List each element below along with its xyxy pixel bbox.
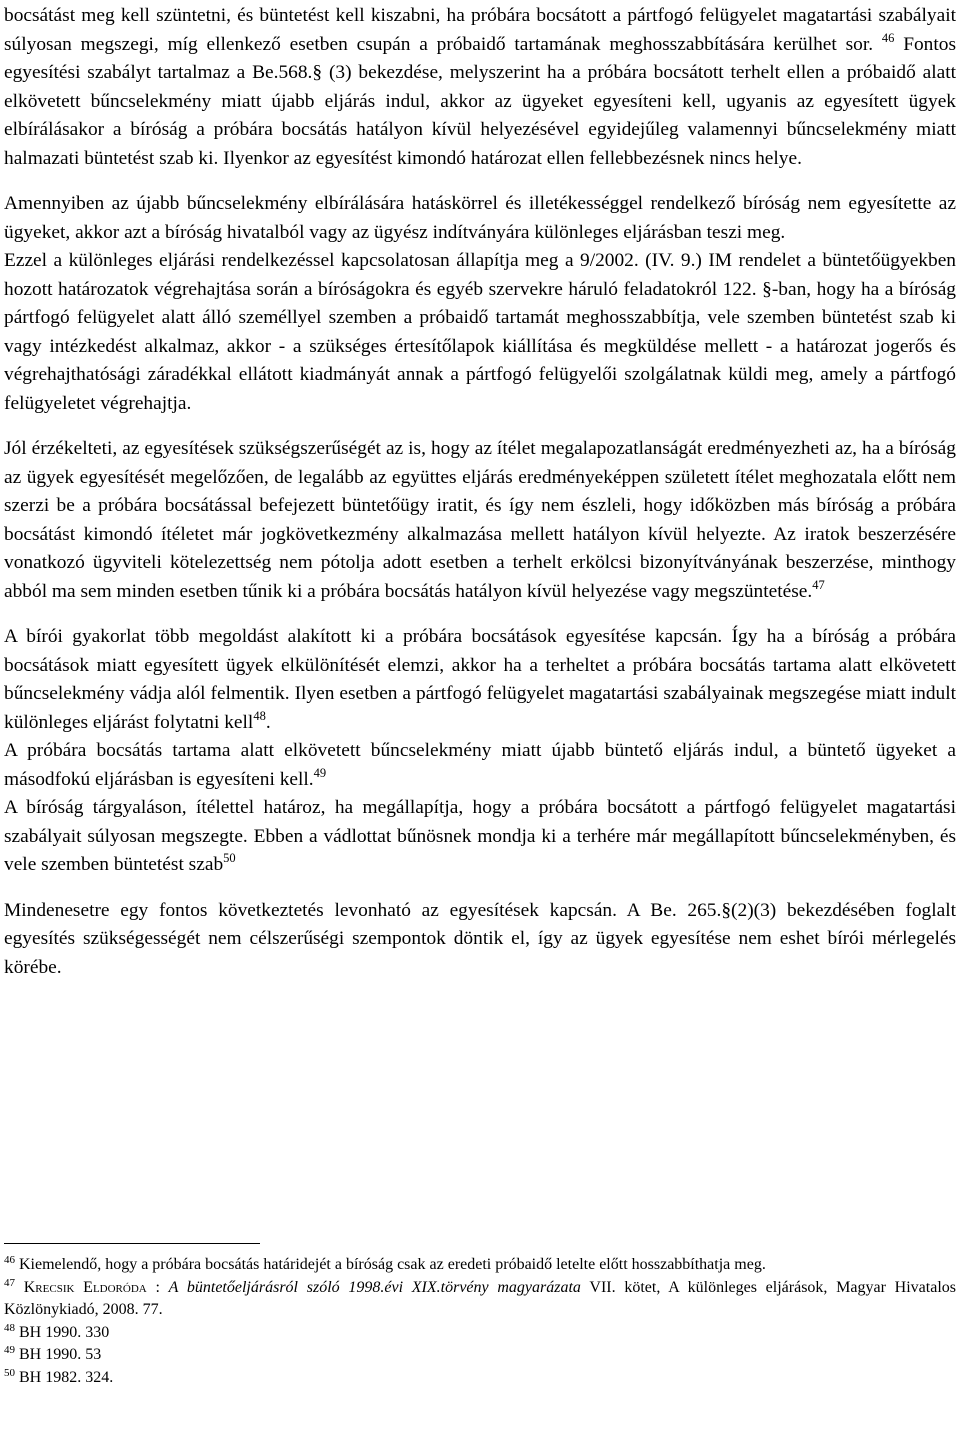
paragraph: Ezzel a különleges eljárási rendelkezéssel kapcsolatosan állapítja meg a 9/2002. (IV. 9.) IM rendelet a büntetőügyekben hozott határozatok végrehajtása során a bíróságokra és egyéb szervekre háruló feladatokról 122. §-ban, hogy ha a bíróság pártfogó felügyelet alatt álló személlyel szemben a próbaidő tartamát meghosszabbítja, vele szemben büntetést szab ki vagy intézkedést alkalmaz, akkor - a szükséges értesítőlapok kiállítása és megküldése mellett - a határozat jogerős és végrehajthatósági záradékkal ellátott kiadmányát annak a pártfogó felügyelői szolgálatnak küldi meg, amely a pártfogó felügyeletet végrehajtja. [4, 250, 956, 414]
footnote-ref[interactable]: 49 [313, 765, 327, 780]
footnote-ref[interactable]: 50 [223, 851, 236, 865]
footnote-author: Krecsik Eldoróda [23, 1278, 147, 1296]
body-text [4, 2, 956, 982]
footnote-number: 47 [4, 1276, 15, 1289]
paragraph: A bíróság tárgyaláson, ítélettel határoz, ha megállapítja, hogy a próbára bocsátott a pártfogó felügyelet magatartási szabályait súlyosan megszegte. Ebben a vádlottat bűnösnek mondja ki a terhére már megállapított bűncselekményben, és vele szemben büntetést szab$^{50}$ [4, 797, 956, 875]
paragraph: Amennyiben az újabb bűncselekmény elbírálására hatáskörrel és illetékességgel rendelkező bíróság nem egyesítette az ügyeket, akkor azt a bíróság hivatalból vagy az ügyész indítványára különleges eljárásban teszi meg. [4, 193, 956, 243]
footnote-ref[interactable]: 47 [812, 577, 825, 592]
footnote: $^{46}$ Kiemelendő, hogy a próbára bocsátás határidejét a bíróság csak az eredeti próbaidő letelte előtt hosszabbíthatja meg. [4, 1254, 766, 1273]
paragraph: A próbára bocsátás tartama alatt elkövetett bűncselekmény miatt újabb büntető eljárás indul, a büntető ügyeket a másodfokú eljárásban is egyesíteni kell.$^{49}$ [4, 740, 956, 790]
paragraph: bocsátást meg kell szüntetni, és büntetést kell kiszabni, ha próbára bocsátott a pártfogó felügyelet magatartási szabályait súlyosan megszegi, míg ellenkező esetben csupán a próbaidő tartamának meghosszabbítására kerülhet sor. $^{46}$ Fontos egyesítési szabályt tartalmaz a Be.568.§ (3) bekezdése, melyszerint ha a próbára bocsátott terhelt ellen a próbaidő alatt elkövetett bűncselekmény miatt újabb eljárás indul, akkor az ügyeket egyesíteni kell, ugyanis az egyesített ügyek elbírálásakor a bíróság a próbára bocsátás hatályon kívül helyezésével egyidejűleg valamennyi bűncselekmény miatt halmazati büntetést szab ki. Ilyenkor az egyesítést kimondó határozat ellen fellebbezésnek nincs helye. [4, 5, 957, 169]
footnote-number: 49 [4, 1344, 15, 1357]
paragraph: Mindenesetre egy fontos következtetés levonható az egyesítések kapcsán. A Be. 265.§(2)(3) bekezdésében foglalt egyesítés szükségességét nem célszerűségi szempontok döntik el, így az ügyek egyesítése nem eshet bírói mérlegelés körébe. [4, 899, 956, 978]
footnote-number: 48 [4, 1321, 15, 1334]
footnote: $^{48}$ BH 1990. 330 [4, 1321, 110, 1341]
footnote-ref[interactable]: 46 [881, 30, 895, 45]
footnote: $^{49}$ BH 1990. 53 [4, 1344, 102, 1364]
footnote: $^{47}$ Krecsik Eldoróda : A büntetőeljárásról szóló 1998.évi XIX.törvény magyarázata VII. kötet, A különleges eljárások, Magyar Hivatalos Közlönykiadó, 2008. 77. [4, 1276, 956, 1319]
footnote-ref[interactable]: 48 [253, 708, 266, 723]
footnote-divider [4, 1243, 260, 1244]
footnote-number: 46 [4, 1254, 15, 1266]
footnote-title: A büntetőeljárásról szóló 1998.évi XIX.törvény magyarázata [168, 1278, 581, 1296]
footnotes [4, 1254, 956, 1390]
paragraph: A bírói gyakorlat több megoldást alakított ki a próbára bocsátások egyesítése kapcsán. Így ha a bíróság a próbára bocsátások miatt egyesített ügyek elkülönítését elemzi, akkor ha a terheltet a próbára bocsátás tartama alatt elkövetett bűncselekmény vádja alól felmentik. Ilyen esetben a pártfogó felügyelet magatartási szabályainak megszegése miatt indult különleges eljárást folytatni kell$^{48}$. [4, 626, 956, 733]
footnote-number: 50 [4, 1366, 15, 1379]
footnote: $^{50}$ BH 1982. 324. [4, 1366, 114, 1386]
paragraph: Jól érzékelteti, az egyesítések szükségszerűségét az is, hogy az ítélet megalapozatlanságát eredményezheti az, ha a bíróság az ügyek egyesítését megelőzően, de legalább az együttes eljárás eredményeképpen született ítélet meghozatala előtt nem szerzi be a próbára bocsátással befejezett büntetőügy iratit, és így nem észleli, hogy időközben más bíróság a próbára bocsátást kimondó ítéletet már jogkövetkezmény alkalmazása mellett hatályon kívül helyezte. Az iratok beszerzésére vonatkozó ügyviteli kötelezettség nem pótolja adott esetben a terhelt erkölcsi bizonyítványának beszerzése, minthogy abból ma sem minden esetben tűnik ki a próbára bocsátás hatályon kívül helyezése vagy megszüntetése.$^{47}$ [4, 438, 956, 602]
